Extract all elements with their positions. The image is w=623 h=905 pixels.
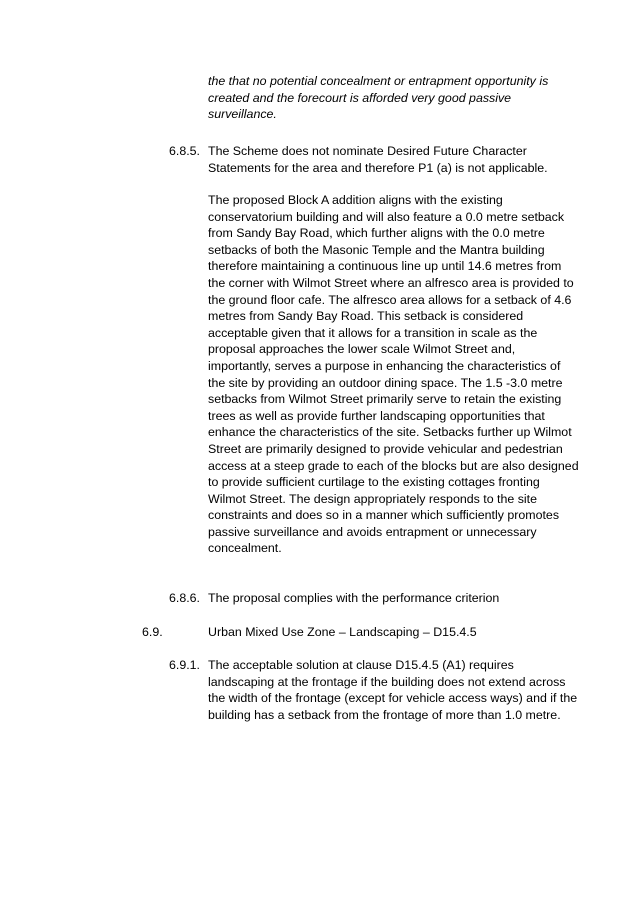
section-6-8-5-paragraph-2: The proposed Block A addition aligns with the existing conservatorium building and will also feature a 0.0 metre setback from Sandy Bay Road, which further aligns with the 0.0 metre setbacks of both the Masonic Temple and the Mantra building therefore maintaining a continuous line up until 14.6 metres from the corner with Wilmot Street where an alfresco area is provided to the ground floor cafe. The alfresco area allows for a setback of 4.6 metres from Sandy Bay Road. This setback is considered acceptable given that it allows for a transition in scale as the proposal approaches the lower scale Wilmot Street and, importantly, serves a purpose in enhancing the characteristics of the site by providing an outdoor dining space. The 1.5 -3.0 metre setbacks from Wilmot Street primarily serve to retain the existing trees as well as provide further landscaping opportunities that enhance the characteristics of the site. Setbacks further up Wilmot Street are primarily designed to provide vehicular and pedestrian access at a steep grade to each of the blocks but are also designed to provide sufficient curtilage to the existing cottages fronting Wilmot Street. The design appropriately responds to the site constraints and does so in a manner which sufficiently promotes passive surveillance and avoids entrapment or unnecessary concealment. <box>208 193 579 556</box>
section-number-6-9: 6.9. <box>142 625 163 639</box>
section-number-6-8-5: 6.8.5. <box>169 144 201 158</box>
section-number-6-8-6: 6.8.6. <box>169 591 201 605</box>
section-6-9-heading: Urban Mixed Use Zone – Landscaping – D15.4.5 <box>208 625 477 639</box>
section-6-8-6-paragraph: The proposal complies with the performance criterion <box>208 591 500 605</box>
section-number-6-9-1: 6.9.1. <box>169 658 201 672</box>
intro-italic-paragraph: the that no potential concealment or entrapment opportunity is created and the forecourt is afforded very good passive surveillance. <box>208 74 549 122</box>
section-6-8-5-paragraph-1: The Scheme does not nominate Desired Future Character Statements for the area and therefore P1 (a) is not applicable. <box>208 144 548 175</box>
section-6-9-1-paragraph: The acceptable solution at clause D15.4.5 (A1) requires landscaping at the frontage if the building does not extend across the width of the frontage (except for vehicle access ways) and if the building has a setback from the frontage of more than 1.0 metre. <box>208 658 578 722</box>
